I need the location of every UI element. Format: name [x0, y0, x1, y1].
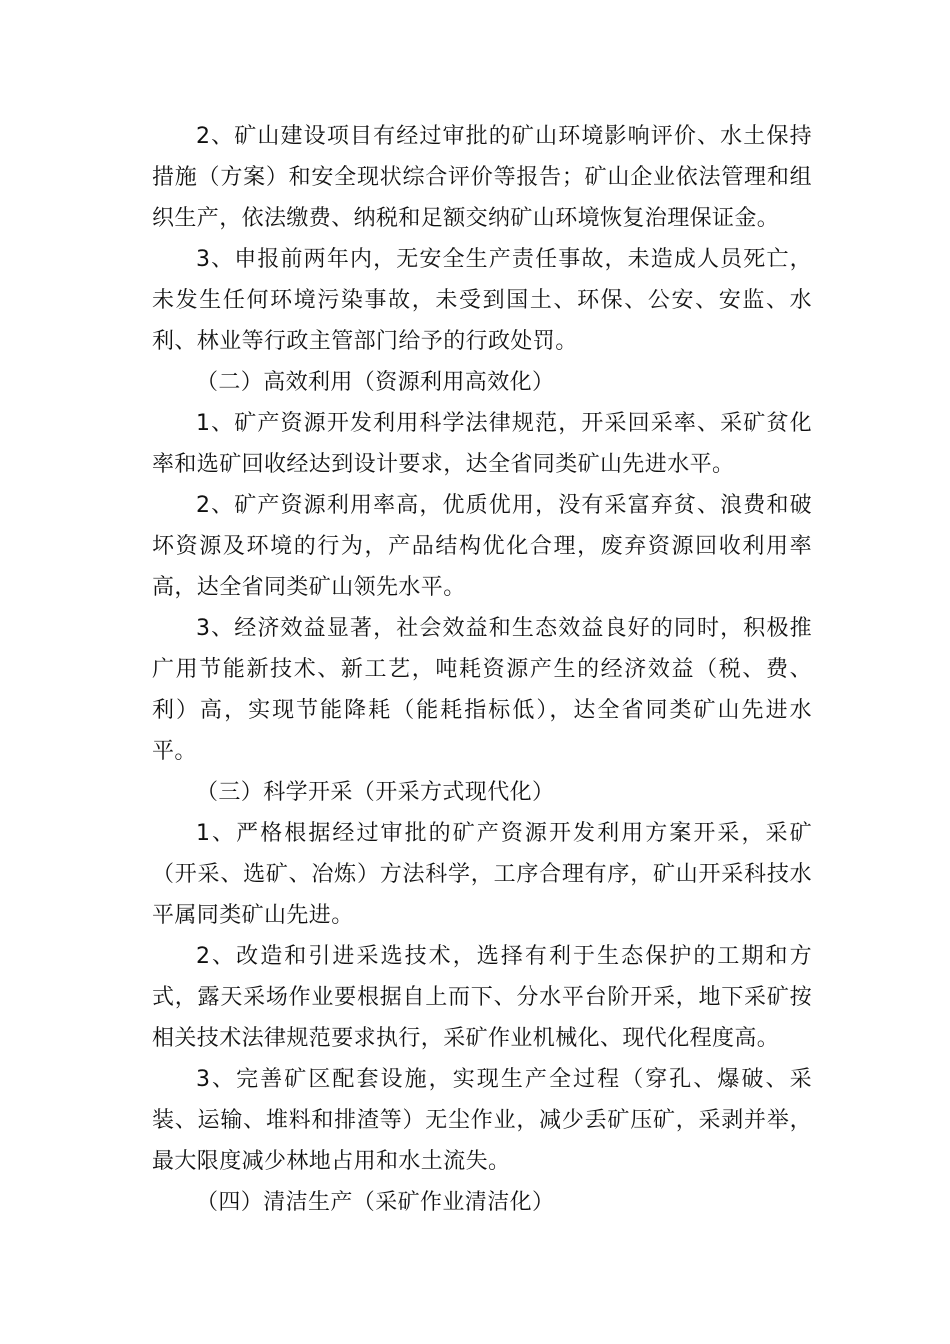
paragraph-2-mining-technology: 2、改造和引进采选技术，选择有利于生态保护的工期和方式，露天采场作业要根据自上而下、分水平台阶开采，地下采矿按相关技术法律规范要求执行，采矿作业机械化、现代化程度高。: [152, 944, 812, 1051]
paragraph-2-utilization-rate: 2、矿产资源利用率高，优质优用，没有采富弃贫、浪费和破坏资源及环境的行为，产品结构优化合理，废弃资源回收利用率高，达全省同类矿山领先水平。: [152, 493, 812, 600]
document-body: [152, 116, 812, 1223]
section-heading-clean-production: （四）清洁生产（采矿作业清洁化）: [196, 1190, 555, 1215]
section-heading-efficient-use: （二）高效利用（资源利用高效化）: [196, 370, 555, 395]
paragraph-2-approved-reports: 2、矿山建设项目有经过审批的矿山环境影响评价、水土保持措施（方案）和安全现状综合评价等报告；矿山企业依法管理和组织生产，依法缴费、纳税和足额交纳矿山环境恢复治理保证金。: [152, 124, 812, 231]
paragraph-1-recovery-rate: 1、矿产资源开发利用科学法律规范，开采回采率、采矿贫化率和选矿回收经达到设计要求，达全省同类矿山先进水平。: [152, 411, 812, 477]
paragraph-1-approved-plan: 1、严格根据经过审批的矿产资源开发利用方案开采，采矿（开采、选矿、冶炼）方法科学，工序合理有序，矿山开采科技水平属同类矿山先进。: [152, 821, 812, 928]
section-heading-scientific-mining: （三）科学开采（开采方式现代化）: [196, 780, 555, 805]
paragraph-3-economic-benefit: 3、经济效益显著，社会效益和生态效益良好的同时，积极推广用节能新技术、新工艺，吨耗资源产生的经济效益（税、费、利）高，实现节能降耗（能耗指标低），达全省同类矿山先进水平。: [152, 616, 812, 764]
paragraph-3-no-accidents: 3、申报前两年内，无安全生产责任事故，未造成人员死亡，未发生任何环境污染事故，未受到国土、环保、公安、安监、水利、林业等行政主管部门给予的行政处罚。: [152, 247, 812, 354]
paragraph-3-supporting-facilities: 3、完善矿区配套设施，实现生产全过程（穿孔、爆破、采装、运输、堆料和排渣等）无尘作业，减少丢矿压矿，采剥并举，最大限度减少林地占用和水土流失。: [152, 1067, 812, 1174]
